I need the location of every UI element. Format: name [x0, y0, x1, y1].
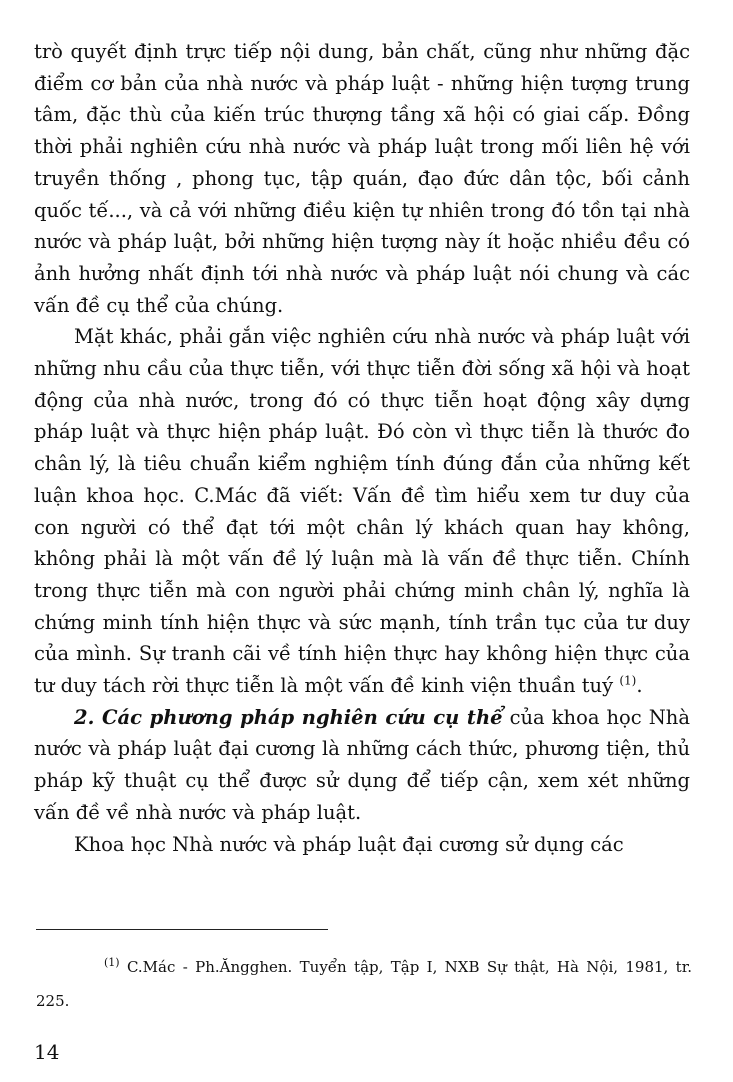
paragraph-3-text: của khoa học Nhà nước và pháp luật đại cương là những cách thức, phương tiện, thủ pháp kỹ thuật cụ thể được sử dụng để tiếp cận, xem xét những vấn đề về nhà nước và pháp luật.: [34, 705, 690, 824]
paragraph-4-text: Khoa học Nhà nước và pháp luật đại cương sử dụng các: [74, 832, 624, 856]
footnote-divider: [36, 929, 328, 930]
paragraph-2-text: Mặt khác, phải gắn việc nghiên cứu nhà nước và pháp luật với những nhu cầu của thực tiễn, với thực tiễn đời sống xã hội và hoạt động của nhà nước, trong đó có thực tiễn hoạt động xây dựng pháp luật và thực hiện pháp luật. Đó còn vì thực tiễn là thước đo chân lý, là tiêu chuẩn kiểm nghiệm tính đúng đắn của những kết luận khoa học. C.Mác đã viết: Vấn đề tìm hiểu xem tư duy của con người có thể đạt tới một chân lý khách quan hay không, không phải là một vấn đề lý luận mà là vấn đề thực tiễn. Chính trong thực tiễn mà con người phải chứng minh chân lý, nghĩa là chứng minh tính hiện thực và sức mạnh, tính trần tục của tư duy của mình. Sự tranh cãi về tính hiện thực hay không hiện thực của tư duy tách rời thực tiễn là một vấn đề kinh viện thuần tuý: [34, 325, 690, 698]
paragraph-continued: [34, 36, 690, 321]
paragraph-2-end: .: [636, 674, 643, 698]
page-number: 14: [34, 1040, 60, 1064]
footnote-marker: (1): [104, 956, 120, 969]
paragraph-practice: [34, 321, 690, 701]
footnote-reference[interactable]: (1): [619, 673, 637, 688]
footnote-text: C.Mác - Ph.Ăngghen. Tuyển tập, Tập I, NXB Sự thật, Hà Nội, 1981, tr. 225.: [36, 958, 692, 1010]
paragraph-last: [34, 829, 690, 861]
body-text: [34, 36, 690, 860]
paragraph-methods: [34, 702, 690, 829]
section-heading: 2. Các phương pháp nghiên cứu cụ thể: [74, 705, 503, 729]
footnote-line: [36, 950, 692, 1018]
paragraph-1-text: trò quyết định trực tiếp nội dung, bản chất, cũng như những đặc điểm cơ bản của nhà nước và pháp luật - những hiện tượng trung tâm, đặc thù của kiến trúc thượng tầng xã hội có giai cấp. Đồng thời phải nghiên cứu nhà nước và pháp luật trong mối liên hệ với truyền thống , phong tục, tập quán, đạo đức dân tộc, bối cảnh quốc tế..., và cả với những điều kiện tự nhiên trong đó tồn tại nhà nước và pháp luật, bởi những hiện tượng này ít hoặc nhiều đều có ảnh hưởng nhất định tới nhà nước và pháp luật nói chung và các vấn đề cụ thể của chúng.: [34, 40, 690, 317]
footnote: [36, 950, 692, 1018]
